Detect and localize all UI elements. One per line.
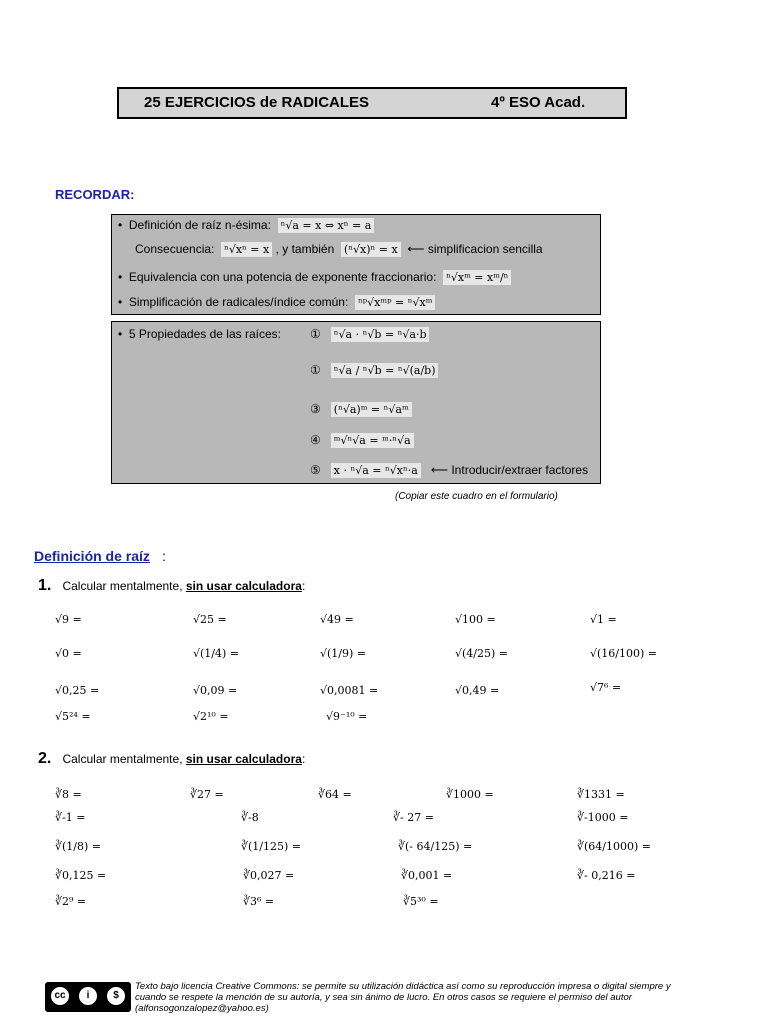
exercise-item: √5²⁴ =: [55, 710, 91, 723]
exercise-item: √9⁻¹⁰ =: [326, 710, 368, 723]
equivalence-formula: ⁿ√xᵐ = xᵐ/ⁿ: [443, 270, 511, 285]
exercise-item: √0,49 =: [455, 684, 500, 697]
exercise-item: ∛(64/1000) =: [577, 840, 652, 853]
section-colon: :: [162, 548, 166, 564]
equivalence-line: [118, 270, 511, 285]
cc-icon: cc: [49, 985, 71, 1007]
noncommercial-icon: $: [105, 985, 127, 1007]
exercise-item: ∛64 =: [318, 788, 352, 801]
exercise-item: √0,0081 =: [320, 684, 379, 697]
exercise-item: ∛0,001 =: [401, 869, 453, 882]
bullet: •: [118, 218, 129, 232]
equivalence-label: Equivalencia con una potencia de exponente fraccionario:: [128, 270, 437, 284]
property-number: ①: [310, 363, 321, 377]
recordar-heading: RECORDAR:: [55, 187, 135, 202]
property-number: ⑤: [310, 463, 321, 477]
exercise-item: ∛3⁶ =: [243, 895, 275, 908]
exercise-item: √(1/9) =: [320, 647, 367, 660]
exercise-1-header: [38, 577, 305, 595]
exercise-instruction: [56, 579, 305, 593]
property-formula: ᵐ√ⁿ√a = ᵐ·ⁿ√a: [331, 433, 414, 448]
simplification-formula: ⁿᵖ√xᵐᵖ = ⁿ√xᵐ: [355, 295, 435, 310]
property-formula: ⁿ√a · ⁿ√b = ⁿ√a·b: [331, 327, 430, 342]
exercise-instruction: [56, 752, 305, 766]
consequence-formula-1: ⁿ√xⁿ = x: [221, 242, 272, 257]
property-4: [310, 433, 414, 448]
exercise-item: ∛1000 =: [446, 788, 494, 801]
instruction-emphasis: sin usar calculadora: [185, 752, 302, 766]
instruction-emphasis: sin usar calculadora: [185, 579, 302, 593]
grade-label: 4º ESO Acad.: [491, 94, 586, 111]
formula-box-properties: [111, 321, 601, 484]
exercise-item: √0 =: [55, 647, 82, 660]
property-3: [310, 402, 412, 417]
property-number: ③: [310, 402, 321, 416]
property-formula: (ⁿ√a)ᵐ = ⁿ√aᵐ: [331, 402, 412, 417]
exercise-item: ∛2⁹ =: [55, 895, 87, 908]
exercise-item: √1 =: [590, 613, 617, 626]
license-text: Texto bajo licencia Creative Commons: se permite su utilización didáctica así como su reproducción impresa o digital siempre y cuando se respete la mención de su autoría, y sea sin ánimo de lucro. En otros casos se requiere el permiso del autor (alfonsogonzalopez@yahoo.es): [135, 981, 671, 1014]
exercise-item: ∛- 0,216 =: [577, 869, 636, 882]
page-title: 25 EJERCICIOS de RADICALES: [144, 94, 370, 111]
copy-note: (Copiar este cuadro en el formulario): [395, 491, 558, 502]
exercise-item: √25 =: [193, 613, 227, 626]
bullet: •: [118, 295, 129, 309]
instruction-lead: Calcular mentalmente,: [62, 752, 183, 766]
bullet: •: [118, 327, 129, 341]
property-number: ④: [310, 433, 321, 447]
attribution-icon: i: [77, 985, 99, 1007]
exercise-item: ∛0,125 =: [55, 869, 107, 882]
exercise-item: ∛0,027 =: [243, 869, 295, 882]
properties-label: 5 Propiedades de las raíces:: [128, 327, 281, 341]
property-number: ①: [310, 327, 321, 341]
simplification-label: Simplificación de radicales/índice común:: [128, 295, 349, 309]
property-5-note: ⟵ Introducir/extraer factores: [430, 463, 589, 477]
definition-line: [118, 218, 374, 233]
exercise-item: ∛(1/125) =: [241, 840, 302, 853]
exercise-item: √7⁶ =: [590, 681, 622, 694]
exercise-item: ∛1331 =: [577, 788, 625, 801]
exercise-item: ∛27 =: [190, 788, 224, 801]
consequence-line: [135, 242, 543, 257]
exercise-item: √(4/25) =: [455, 647, 509, 660]
exercise-item: √0,25 =: [55, 684, 100, 697]
exercise-item: √9 =: [55, 613, 82, 626]
bullet: •: [118, 270, 129, 284]
definition-label: Definición de raíz n-ésima:: [128, 218, 271, 232]
exercise-item: ∛-1 =: [55, 811, 86, 824]
instruction-colon: :: [301, 579, 306, 593]
exercise-item: ∛5³⁰ =: [403, 895, 439, 908]
exercise-item: ∛8 =: [55, 788, 82, 801]
property-formula: ⁿ√a / ⁿ√b = ⁿ√(a/b): [331, 363, 439, 378]
exercise-item: √2¹⁰ =: [193, 710, 229, 723]
exercise-item: √0,09 =: [193, 684, 238, 697]
exercise-item: √(16/100) =: [590, 647, 658, 660]
consequence-tail: ⟵ simplificacion sencilla: [407, 242, 543, 256]
consequence-formula-2: (ⁿ√x)ⁿ = x: [341, 242, 401, 257]
property-1: [310, 327, 429, 342]
exercise-item: ∛- 27 =: [393, 811, 434, 824]
properties-title: [118, 327, 281, 341]
definition-formula: ⁿ√a = x ⇔ xⁿ = a: [278, 218, 375, 233]
consequence-label: Consecuencia:: [135, 242, 215, 256]
simplification-line: [118, 295, 435, 310]
exercise-item: ∛-8: [241, 811, 259, 824]
exercise-item: ∛-1000 =: [577, 811, 629, 824]
cc-license-badge: [45, 982, 131, 1012]
property-formula: x · ⁿ√a = ⁿ√xⁿ·a: [331, 463, 421, 478]
exercise-number: 2.: [38, 750, 52, 767]
consequence-mid: , y también: [275, 242, 335, 256]
title-box: [117, 87, 627, 119]
property-2: [310, 363, 438, 378]
exercise-item: ∛(- 64/125) =: [398, 840, 473, 853]
exercise-item: ∛(1/8) =: [55, 840, 102, 853]
exercise-2-header: [38, 750, 305, 768]
exercise-item: √(1/4) =: [193, 647, 240, 660]
exercise-item: √49 =: [320, 613, 354, 626]
exercise-item: √100 =: [455, 613, 496, 626]
exercise-number: 1.: [38, 577, 52, 594]
instruction-colon: :: [301, 752, 306, 766]
property-5: [310, 463, 588, 478]
section-title: Definición de raíz: [34, 548, 150, 564]
formula-box-definitions: [111, 214, 601, 315]
instruction-lead: Calcular mentalmente,: [62, 579, 183, 593]
